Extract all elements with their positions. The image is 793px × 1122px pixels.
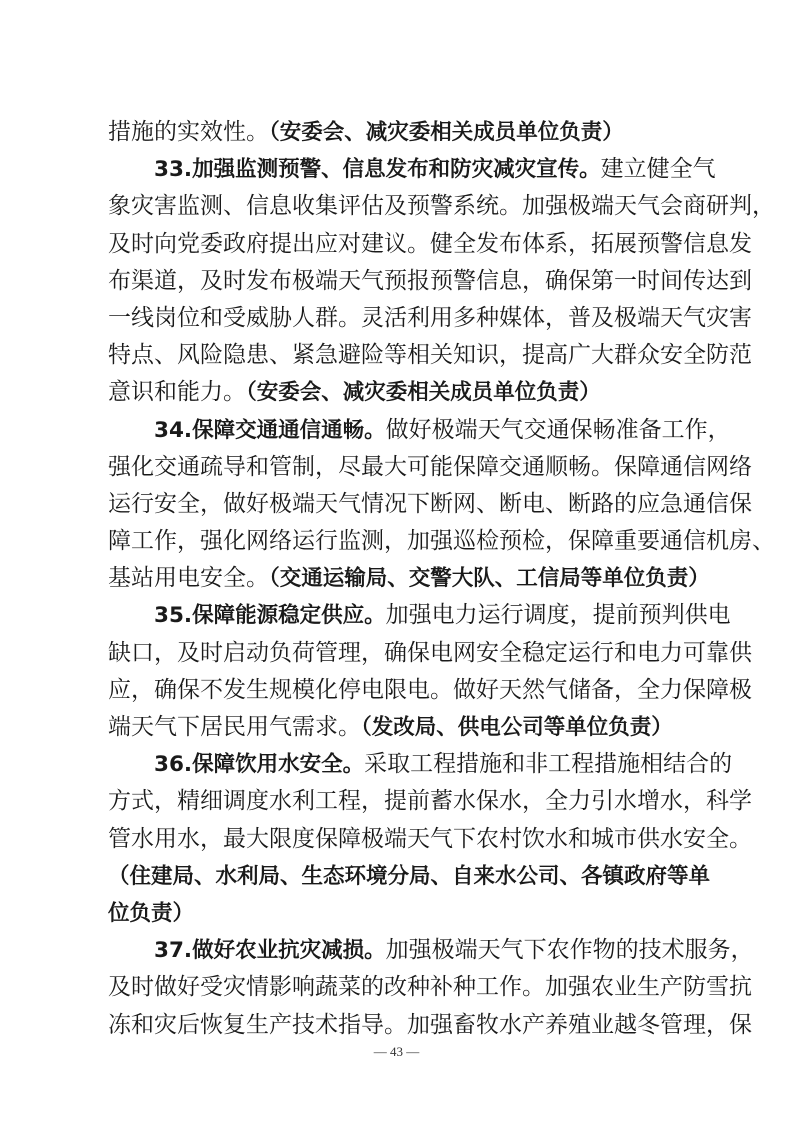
body-text: 采取工程措施和非工程措施相结合的	[364, 751, 733, 778]
body-text: 冻和灾后恢复生产技术指导。加强畜牧水产养殖业越冬管理，保	[108, 1011, 752, 1038]
document-body	[108, 114, 775, 1044]
body-text: 一线岗位和受威胁人群。灵活利用多种媒体，普及极端天气灾害	[108, 304, 752, 331]
text-line	[108, 486, 752, 523]
body-text: 应，确保不发生规模化停电限电。做好天然气储备，全力保障极	[108, 676, 752, 703]
text-line	[108, 560, 710, 597]
body-text: 措施的实效性。	[108, 119, 269, 145]
paragraph-first-line	[108, 412, 731, 449]
text-line	[108, 969, 752, 1006]
bold-text: 37.做好农业抗灾减损。	[154, 938, 386, 964]
text-line	[108, 783, 752, 820]
body-text: 障工作，强化网络运行监测，加强巡检预检，保障重要通信机房、	[108, 528, 775, 555]
body-text: 运行安全，做好极端天气情况下断网、断电、断路的应急通信保	[108, 490, 752, 517]
text-line	[108, 858, 711, 895]
text-line	[108, 337, 752, 374]
body-text: 管水用水，最大限度保障极端天气下农村饮水和城市供水安全。	[108, 825, 752, 852]
text-line	[108, 821, 752, 858]
text-line	[108, 300, 752, 337]
page-number: — 43 —	[373, 1044, 420, 1059]
body-text: 做好极端天气交通保畅准备工作，	[385, 416, 731, 443]
body-text: 加强电力运行调度，提前预判供电	[385, 602, 731, 629]
body-text: 缺口，及时启动负荷管理，确保电网安全稳定运行和电力可靠供	[108, 639, 752, 666]
text-line	[108, 1007, 752, 1044]
bold-text: （交通运输局、交警大队、工信局等单位负责）	[269, 566, 710, 592]
bold-text: （安委会、减灾委相关成员单位负责）	[269, 120, 624, 145]
body-text: 强化交通疏导和管制，尽最大可能保障交通顺畅。保障通信网络	[108, 453, 752, 480]
bold-text: 36.保障饮用水安全。	[154, 752, 365, 778]
body-text: 布渠道，及时发布极端天气预报预警信息，确保第一时间传达到	[108, 267, 752, 294]
bold-text: 34.保障交通通信通畅。	[154, 417, 386, 443]
paragraph-first-line	[108, 932, 754, 969]
body-text: 及时向党委政府提出应对建议。健全发布体系，拓展预警信息发	[108, 230, 752, 257]
text-line	[108, 672, 752, 709]
body-text: 端天气下居民用气需求。	[108, 714, 361, 740]
body-text: 意识和能力。	[108, 379, 246, 406]
text-line	[108, 188, 775, 225]
bold-text: （住建局、水利局、生态环境分局、自来水公司、各镇政府等单	[108, 863, 711, 889]
body-text: 加强极端天气下农作物的技术服务，	[385, 937, 754, 964]
text-line	[108, 374, 690, 411]
body-text: 建立健全气	[600, 156, 716, 183]
paragraph-first-line	[108, 597, 731, 634]
text-line	[108, 114, 690, 151]
text-line	[108, 226, 752, 263]
body-text: 象灾害监测、信息收集评估及预警系统。加强极端天气会商研判，	[108, 193, 775, 220]
body-text: 及时做好受灾情影响蔬菜的改种补种工作。加强农业生产防雪抗	[108, 974, 752, 1001]
text-line	[108, 523, 775, 560]
bold-text: （安委会、减灾委相关成员单位负责）	[246, 380, 601, 406]
bold-text: 33.加强监测预警、信息发布和防灾减灾宣传。	[154, 157, 601, 183]
text-line	[108, 895, 690, 932]
bold-text: 35.保障能源稳定供应。	[154, 603, 386, 629]
body-text: 特点、风险隐患、紧急避险等相关知识，提高广大群众安全防范	[108, 342, 752, 369]
bold-text: （发改局、供电公司等单位负责）	[361, 715, 673, 740]
text-line	[108, 635, 752, 672]
paragraph-first-line	[108, 746, 733, 783]
text-line	[108, 709, 690, 746]
body-text: 方式，精细调度水利工程，提前蓄水保水，全力引水增水，科学	[108, 788, 752, 815]
paragraph-first-line	[108, 151, 716, 188]
text-line	[108, 449, 752, 486]
text-line	[108, 263, 752, 300]
bold-text: 位负责）	[108, 900, 195, 926]
body-text: 基站用电安全。	[108, 565, 269, 592]
